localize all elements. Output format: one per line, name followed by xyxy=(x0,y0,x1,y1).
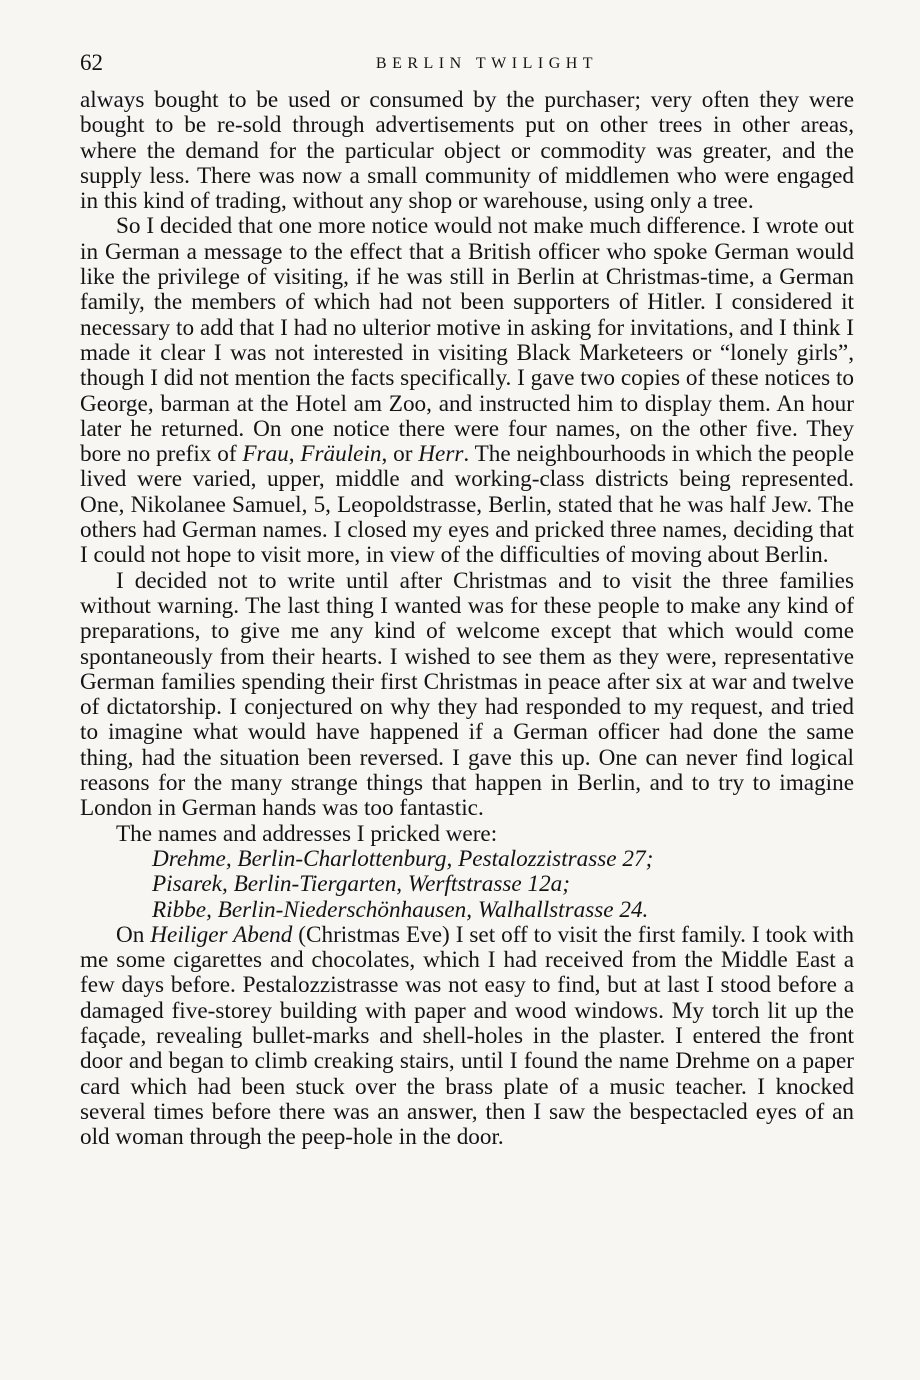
book-title: BERLIN TWILIGHT xyxy=(375,55,599,72)
paragraph-2-text-a: So I decided that one more notice would not make much difference. I wrote out in German a message to the effect that a British officer who spoke German would like the privilege of visiting, if he was still in Berlin at Christmas-time, a German family, the members of which had not been supporters of Hitler. I considered it necessary to add that I had no ulterior motive in asking for invitations, and I think I made it clear I was not interested in visiting Black Marketeers or “lonely girls”, though I did not mention the facts specifically. I gave two copies of these notices to George, barman at the Hotel am Zoo, and instructed him to display them. An hour later he returned. On one notice there were four names, on the other five. They bore no prefix of xyxy=(80,213,854,468)
paragraph-3: I decided not to write until after Christmas and to visit the three families without warning. The last thing I wanted was for these people to make any kind of preparations, to give me any kind of welcome except that which would come spontaneously from their hearts. I wished to see them as they were, representative German families spending their first Christmas in peace after six at war and twelve of dictatorship. I conjectured on why they had responded to my request, and tried to imagine what would have happened if a German officer had done the same thing, had the situation been reversed. I gave this up. One can never find logical reasons for the many strange things that happen in Berlin, and to try to imagine London in German hands was too fantastic. xyxy=(80,567,854,822)
paragraph-1: always bought to be used or consumed by the purchaser; very often they were bought to be re-sold through advertisements put on other trees in other areas, where the demand for the particular object or commodity was greater, and the supply less. There was now a small community of middlemen who were engaged in this kind of trading, without any shop or warehouse, using only a tree. xyxy=(80,87,854,215)
paragraph-2-text-b: . The neighbourhoods in which the people lived were varied, upper, middle and working-class districts being represented. One, Nikolanee Samuel, 5, Leopoldstrasse, Berlin, stated that he was half Jew. The others had German names. I closed my eyes and pricked three names, deciding that I could not hope to visit more, in view of the difficulties of moving about Berlin. xyxy=(80,441,854,569)
paragraph-4: The names and addresses I pricked were: xyxy=(116,820,498,847)
separator: , xyxy=(288,441,301,468)
paragraph-5-text: (Christmas Eve) I set off to visit the first family. I took with me some cigarettes and chocolates, which I had received from the Middle East a few days before. Pestalozzistrasse was not easy to find, but at last I stood before a damaged five-storey building with paper and wood windows. My torch lit up the façade, revealing bullet-marks and shell-holes in the plaster. I entered the front door and began to climb creaking stairs, until I found the name Drehme on a paper card which had been stuck over the brass plate of a music teacher. I knocked several times before there was an answer, then I saw the bespectacled eyes of an old woman through the peep-hole in the door. xyxy=(80,921,854,1151)
paragraph-5 xyxy=(80,923,854,1151)
address-drehme: Drehme, Berlin-Charlottenburg, Pestalozzistrasse 27; xyxy=(152,845,654,872)
body-text xyxy=(80,88,854,1150)
paragraph-5-pre: On xyxy=(116,921,151,948)
prefix-fraulein: Fräulein xyxy=(300,441,382,468)
prefix-frau: Frau xyxy=(242,441,289,468)
page-number: 62 xyxy=(80,50,103,75)
paragraph-2 xyxy=(80,214,854,568)
prefix-herr: Herr xyxy=(418,441,464,468)
address-ribbe: Ribbe, Berlin-Niederschönhausen, Walhallstrasse 24. xyxy=(152,896,649,923)
address-pisarek: Pisarek, Berlin-Tiergarten, Werftstrasse 12a; xyxy=(152,871,570,898)
separator: , or xyxy=(381,441,419,468)
heiliger-abend: Heiliger Abend xyxy=(150,921,293,948)
running-head xyxy=(80,50,854,80)
